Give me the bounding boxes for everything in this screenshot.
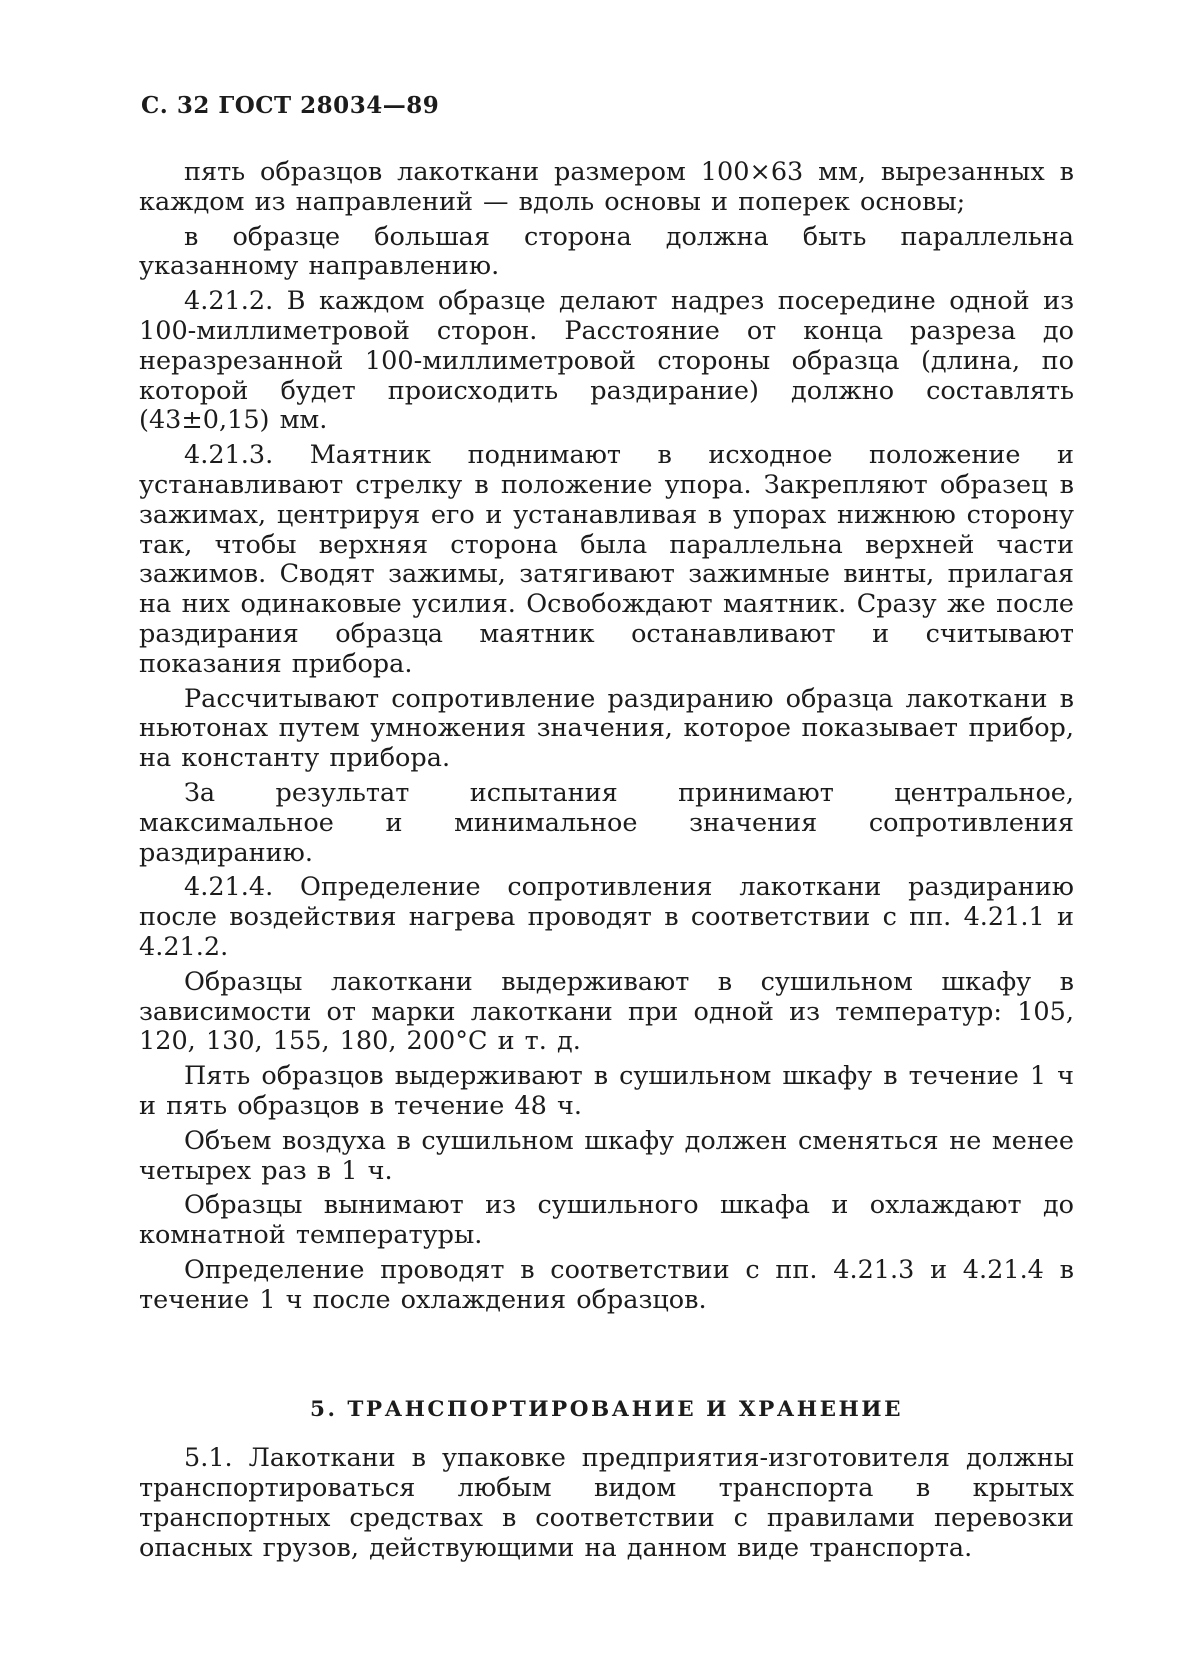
paragraph-calculation: Рассчитывают сопротивление раздиранию образца лакоткани в ньютонах путем умножения значения, которое показывает прибор, на константу прибора. — [139, 683, 1074, 774]
paragraph-cooling: Образцы вынимают из сушильного шкафа и охлаждают до комнатной температуры. — [139, 1190, 1074, 1251]
document-body — [139, 158, 1074, 1564]
section-title-transport-storage: 5. ТРАНСПОРТИРОВАНИЕ И ХРАНЕНИЕ — [310, 1397, 903, 1423]
paragraph-specimen-orientation: в образце большая сторона должна быть параллельна указанному направлению. — [139, 221, 1074, 282]
paragraph-test-result: За результат испытания принимают центральное, максимальное и минимальное значения сопротивления раздиранию. — [139, 777, 1074, 868]
page-header: С. 32 ГОСТ 28034—89 — [141, 92, 440, 119]
paragraph-determination: Определение проводят в соответствии с пп. 4.21.3 и 4.21.4 в течение 1 ч после охлаждения образцов. — [139, 1254, 1074, 1315]
paragraph-oven-temperatures: Образцы лакоткани выдерживают в сушильном шкафу в зависимости от марки лакоткани при одной из температур: 105, 120, 130, 155, 180, 200°С и т. д. — [139, 966, 1074, 1057]
paragraph-oven-duration: Пять образцов выдерживают в сушильном шкафу в течение 1 ч и пять образцов в течение 48 ч. — [139, 1061, 1074, 1121]
paragraph-5-1: 5.1. Лакоткани в упаковке предприятия-изготовителя должны транспортироваться любым видом транспорта в крытых транспортных средствах в соответствии с правилами перевозки опасных грузов, действующими на данном виде транспорта. — [139, 1443, 1074, 1563]
paragraph-4-21-2: 4.21.2. В каждом образце делают надрез посередине одной из 100-миллиметровой сторон. Расстояние от конца разреза до неразрезанной 100-миллиметровой стороны образца (длина, по которой будет происходить раздирание) должно составлять (43±0,15) мм. — [139, 286, 1074, 436]
paragraph-4-21-4: 4.21.4. Определение сопротивления лакоткани раздиранию после воздействия нагрева проводят в соответствии с пп. 4.21.1 и 4.21.2. — [139, 872, 1074, 962]
paragraph-4-21-3: 4.21.3. Маятник поднимают в исходное положение и устанавливают стрелку в положение упора. Закрепляют образец в зажимах, центрируя его и устанавливая в упорах нижнюю сторону так, чтобы верхняя сторона была параллельна верхней части зажимов. Сводят зажимы, затягивают зажимные винты, прилагая на них одинаковые усилия. Освобождают маятник. Сразу же после раздирания образца маятник останавливают и считывают показания прибора. — [139, 440, 1074, 679]
paragraph-specimen-count: пять образцов лакоткани размером 100×63 мм, вырезанных в каждом из направлений — вдоль основы и поперек основы; — [139, 157, 1074, 217]
paragraph-air-exchange: Объем воздуха в сушильном шкафу должен сменяться не менее четырех раз в 1 ч. — [139, 1125, 1074, 1186]
